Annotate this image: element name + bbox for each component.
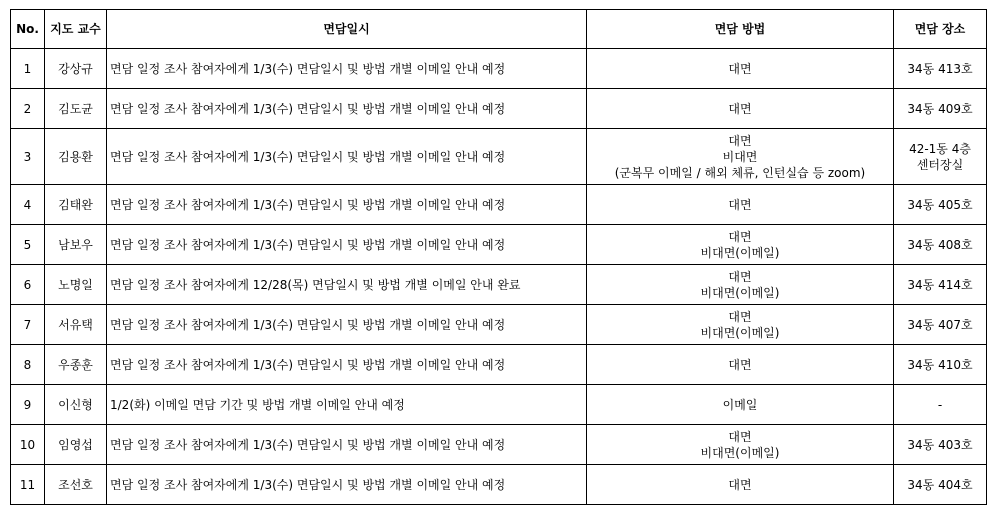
table-row [11, 265, 987, 305]
cell-method [587, 129, 894, 185]
cell-no: 5 [11, 225, 45, 265]
cell-professor: 조선호 [45, 465, 107, 505]
table-row [11, 345, 987, 385]
cell-professor: 우종훈 [45, 345, 107, 385]
cell-place [894, 49, 987, 89]
method-line: 대면 [728, 101, 752, 116]
cell-method [587, 49, 894, 89]
header-row [11, 10, 987, 49]
method-line: 대면 [728, 133, 752, 148]
table-body [11, 49, 987, 505]
method-line: 대면 [728, 269, 752, 284]
cell-place [894, 185, 987, 225]
method-line: 비대면(이메일) [700, 445, 780, 460]
table-row [11, 465, 987, 505]
header-datetime: 면담일시 [107, 10, 587, 49]
cell-method [587, 89, 894, 129]
cell-method [587, 185, 894, 225]
cell-no: 6 [11, 265, 45, 305]
place-line: 34동 414호 [907, 277, 973, 292]
place-line: 센터장실 [916, 157, 964, 172]
method-line: 대면 [728, 429, 752, 444]
place-line: 34동 403호 [907, 437, 973, 452]
cell-method [587, 265, 894, 305]
header-place: 면담 장소 [894, 10, 987, 49]
cell-datetime: 면담 일정 조사 참여자에게 1/3(수) 면담일시 및 방법 개별 이메일 안내 예정 [107, 89, 587, 129]
place-line: 34동 405호 [907, 197, 973, 212]
method-line: 대면 [728, 229, 752, 244]
method-line: 비대면(이메일) [700, 325, 780, 340]
cell-professor: 강상규 [45, 49, 107, 89]
cell-method [587, 345, 894, 385]
method-line: 대면 [728, 357, 752, 372]
cell-professor: 김용환 [45, 129, 107, 185]
table-row [11, 129, 987, 185]
schedule-table [10, 9, 987, 505]
cell-no: 4 [11, 185, 45, 225]
place-line: 34동 404호 [907, 477, 973, 492]
place-line: 34동 408호 [907, 237, 973, 252]
cell-place [894, 225, 987, 265]
cell-place [894, 345, 987, 385]
table-row [11, 49, 987, 89]
table-row [11, 425, 987, 465]
cell-datetime: 1/2(화) 이메일 면담 기간 및 방법 개별 이메일 안내 예정 [107, 385, 587, 425]
method-line: 대면 [728, 309, 752, 324]
table-row [11, 89, 987, 129]
cell-place [894, 425, 987, 465]
cell-no: 11 [11, 465, 45, 505]
cell-datetime: 면담 일정 조사 참여자에게 1/3(수) 면담일시 및 방법 개별 이메일 안내 예정 [107, 345, 587, 385]
cell-no: 8 [11, 345, 45, 385]
cell-professor: 김도균 [45, 89, 107, 129]
table-row [11, 225, 987, 265]
cell-place [894, 305, 987, 345]
header-method: 면담 방법 [587, 10, 894, 49]
cell-no: 7 [11, 305, 45, 345]
place-line: 42-1동 4층 [909, 141, 971, 156]
cell-method [587, 225, 894, 265]
cell-no: 9 [11, 385, 45, 425]
method-line: (군복무 이메일 / 해외 체류, 인턴실습 등 zoom) [614, 165, 866, 180]
cell-datetime: 면담 일정 조사 참여자에게 1/3(수) 면담일시 및 방법 개별 이메일 안내 예정 [107, 225, 587, 265]
place-line: 34동 407호 [907, 317, 973, 332]
cell-method [587, 465, 894, 505]
cell-place [894, 465, 987, 505]
cell-place [894, 385, 987, 425]
place-line: 34동 413호 [907, 61, 973, 76]
cell-method [587, 305, 894, 345]
method-line: 이메일 [722, 397, 758, 412]
cell-datetime: 면담 일정 조사 참여자에게 1/3(수) 면담일시 및 방법 개별 이메일 안내 예정 [107, 425, 587, 465]
cell-professor: 노명일 [45, 265, 107, 305]
cell-no: 2 [11, 89, 45, 129]
place-line: 34동 409호 [907, 101, 973, 116]
cell-professor: 이신형 [45, 385, 107, 425]
cell-no: 10 [11, 425, 45, 465]
cell-place [894, 129, 987, 185]
cell-professor: 임영섭 [45, 425, 107, 465]
table-row [11, 185, 987, 225]
cell-datetime: 면담 일정 조사 참여자에게 1/3(수) 면담일시 및 방법 개별 이메일 안내 예정 [107, 185, 587, 225]
cell-method [587, 425, 894, 465]
cell-no: 1 [11, 49, 45, 89]
place-line: 34동 410호 [907, 357, 973, 372]
cell-place [894, 265, 987, 305]
cell-no: 3 [11, 129, 45, 185]
table-row [11, 385, 987, 425]
method-line: 대면 [728, 61, 752, 76]
cell-datetime: 면담 일정 조사 참여자에게 1/3(수) 면담일시 및 방법 개별 이메일 안내 예정 [107, 129, 587, 185]
cell-place [894, 89, 987, 129]
cell-professor: 서유택 [45, 305, 107, 345]
method-line: 비대면 [722, 149, 758, 164]
place-line: - [937, 397, 943, 412]
cell-datetime: 면담 일정 조사 참여자에게 1/3(수) 면담일시 및 방법 개별 이메일 안내 예정 [107, 49, 587, 89]
method-line: 대면 [728, 477, 752, 492]
cell-professor: 남보우 [45, 225, 107, 265]
header-professor: 지도 교수 [45, 10, 107, 49]
cell-datetime: 면담 일정 조사 참여자에게 12/28(목) 면담일시 및 방법 개별 이메일 안내 완료 [107, 265, 587, 305]
method-line: 대면 [728, 197, 752, 212]
method-line: 비대면(이메일) [700, 245, 780, 260]
cell-datetime: 면담 일정 조사 참여자에게 1/3(수) 면담일시 및 방법 개별 이메일 안내 예정 [107, 465, 587, 505]
method-line: 비대면(이메일) [700, 285, 780, 300]
cell-professor: 김태완 [45, 185, 107, 225]
header-no: No. [11, 10, 45, 49]
cell-datetime: 면담 일정 조사 참여자에게 1/3(수) 면담일시 및 방법 개별 이메일 안내 예정 [107, 305, 587, 345]
table-row [11, 305, 987, 345]
cell-method [587, 385, 894, 425]
